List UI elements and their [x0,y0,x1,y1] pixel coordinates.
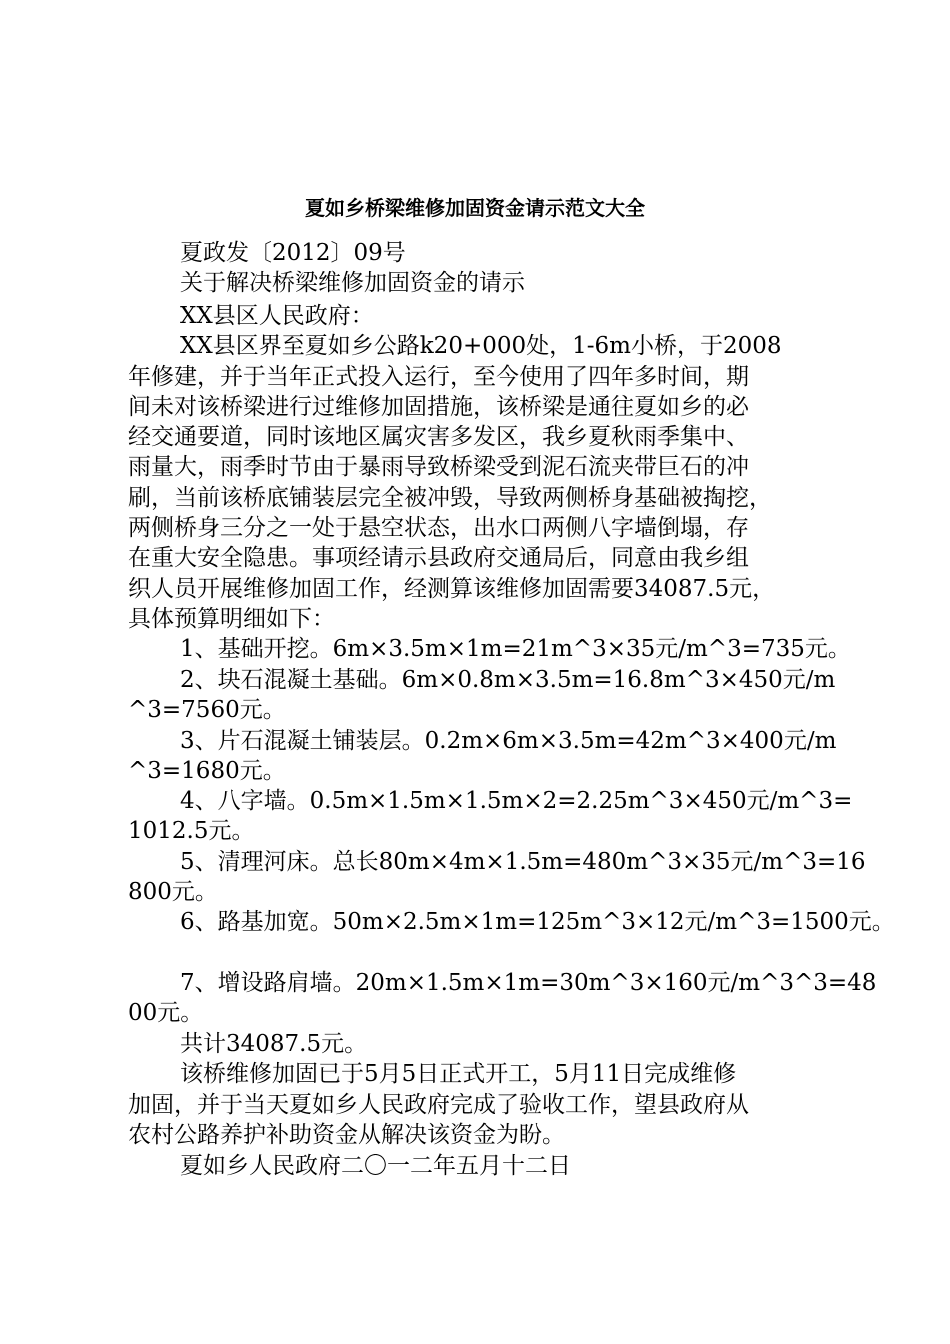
budget-item-7-cont: 00元。 [128,1000,204,1026]
budget-item-4: 4、八字墙。0.5m×1.5m×1.5m×2=2.25m^3×450元/m^3= [180,788,853,814]
body-line: 在重大安全隐患。事项经请示县政府交通局后，同意由我乡组 [128,545,749,571]
body-line: 雨量大，雨季时节由于暴雨导致桥梁受到泥石流夹带巨石的冲 [128,454,749,480]
body-line: 年修建，并于当年正式投入运行，至今使用了四年多时间，期 [128,364,749,390]
budget-item-1: 1、基础开挖。6m×3.5m×1m=21m^3×35元/m^3=735元。 [180,636,851,662]
body-line: 间未对该桥梁进行过维修加固措施，该桥梁是通往夏如乡的必 [128,394,749,420]
signature-date: 夏如乡人民政府二〇一二年五月十二日 [180,1153,571,1179]
closing-line: 该桥维修加固已于5月5日正式开工，5月11日完成维修 [180,1061,737,1087]
body-line: 织人员开展维修加固工作，经测算该维修加固需要34087.5元， [128,576,776,602]
budget-item-4-cont: 1012.5元。 [128,818,255,844]
body-line: 两侧桥身三分之一处于悬空状态，出水口两侧八字墙倒塌，存 [128,515,749,541]
budget-item-5-cont: 800元。 [128,879,218,905]
budget-item-7: 7、增设路肩墙。20m×1.5m×1m=30m^3×160元/m^3^3=48 [180,970,877,996]
doc-number: 夏政发〔2012〕09号 [180,240,406,266]
budget-item-3: 3、片石混凝土铺装层。0.2m×6m×3.5m=42m^3×400元/m [180,728,837,754]
closing-line: 加固，并于当天夏如乡人民政府完成了验收工作，望县政府从 [128,1092,749,1118]
budget-item-3-cont: ^3=1680元。 [128,758,286,784]
doc-subject: 关于解决桥梁维修加固资金的请示 [180,270,525,296]
budget-item-2: 2、块石混凝土基础。6m×0.8m×3.5m=16.8m^3×450元/m [180,667,836,693]
budget-total: 共计34087.5元。 [180,1031,368,1057]
body-line: 具体预算明细如下： [128,606,335,632]
document-title: 夏如乡桥梁维修加固资金请示范文大全 [305,196,645,220]
body-line: XX县区界至夏如乡公路k20+000处，1-6m小桥，于2008 [180,333,782,359]
budget-item-6: 6、路基加宽。50m×2.5m×1m=125m^3×12元/m^3=1500元。 [180,909,895,935]
budget-item-2-cont: ^3=7560元。 [128,697,286,723]
body-line: 经交通要道，同时该地区属灾害多发区，我乡夏秋雨季集中、 [128,424,749,450]
doc-recipient: XX县区人民政府： [180,303,374,329]
closing-line: 农村公路养护补助资金从解决该资金为盼。 [128,1122,565,1148]
body-line: 刷，当前该桥底铺装层完全被冲毁，导致两侧桥身基础被掏挖， [128,485,772,511]
budget-item-5: 5、清理河床。总长80m×4m×1.5m=480m^3×35元/m^3=16 [180,849,866,875]
